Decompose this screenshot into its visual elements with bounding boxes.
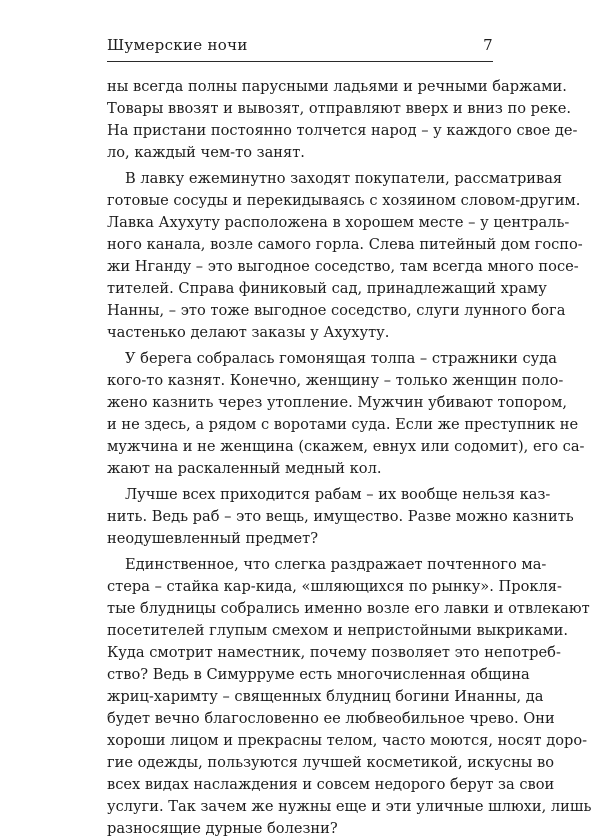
book-title: Шумерские ночи — [107, 36, 248, 54]
text-line: кого-то казнят. Конечно, женщину – только женщин поло- — [107, 372, 564, 389]
paragraph — [107, 348, 585, 480]
text-line: жи Нганду – это выгодное соседство, там всегда много посе- — [107, 258, 579, 275]
body-text — [107, 76, 592, 840]
text-line: ны всегда полны парусными ладьями и речными баржами. — [107, 78, 567, 95]
text-line: и не здесь, а рядом с воротами суда. Если же преступник не — [107, 416, 579, 433]
running-header — [107, 36, 493, 58]
text-line: ного канала, возле самого горла. Слева питейный дом госпо- — [107, 236, 583, 253]
paragraph — [107, 484, 574, 550]
text-line: жают на раскаленный медный кол. — [107, 460, 382, 477]
text-line: всех видах наслаждения и совсем недорого берут за свои — [107, 776, 555, 793]
text-line: разносящие дурные болезни? — [107, 820, 338, 837]
text-line: жриц-харимту – священных блудниц богини Инанны, да — [107, 688, 544, 705]
paragraph — [107, 76, 578, 164]
text-line: ство? Ведь в Симурруме есть многочисленная община — [107, 666, 530, 683]
text-line: нить. Ведь раб – это вещь, имущество. Разве можно казнить — [107, 508, 574, 525]
text-line: Единственное, что слегка раздражает почтенного ма- — [125, 556, 547, 573]
text-line: хороши лицом и прекрасны телом, часто моются, носят доро- — [107, 732, 588, 749]
text-line: неодушевленный предмет? — [107, 530, 319, 547]
text-line: У берега собралась гомонящая толпа – стражники суда — [125, 350, 557, 367]
text-line: В лавку ежеминутно заходят покупатели, рассматривая — [125, 170, 563, 187]
text-line: Лавка Ахухуту расположена в хорошем месте – у централь- — [107, 214, 570, 231]
text-line: стера – стайка кар-кида, «шляющихся по рынку». Прокля- — [107, 578, 562, 595]
text-line: готовые сосуды и перекидываясь с хозяином словом-другим. — [107, 192, 581, 209]
paragraph — [107, 554, 592, 840]
text-line: Нанны, – это тоже выгодное соседство, слуги лунного бога — [107, 302, 566, 319]
text-line: Товары ввозят и вывозят, отправляют вверх и вниз по реке. — [107, 100, 572, 117]
header-rule — [107, 61, 493, 62]
text-line: будет вечно благословенно ее любвеобильное чрево. Они — [107, 710, 555, 727]
text-line: жено казнить через утопление. Мужчин убивают топором, — [107, 394, 568, 411]
text-line: ло, каждый чем-то занят. — [107, 144, 305, 161]
text-line: На пристани постоянно толчется народ – у каждого свое де- — [107, 122, 578, 139]
paragraph — [107, 168, 583, 344]
text-line: Куда смотрит наместник, почему позволяет это непотреб- — [107, 644, 561, 661]
text-line: тителей. Справа финиковый сад, принадлежащий храму — [107, 280, 547, 297]
text-line: Лучше всех приходится рабам – их вообще нельзя каз- — [125, 486, 551, 503]
page-number: 7 — [483, 36, 493, 54]
text-line: частенько делают заказы у Ахухуту. — [107, 324, 390, 341]
text-line: тые блудницы собрались именно возле его лавки и отвлекают — [107, 600, 590, 617]
text-line: посетителей глупым смехом и непристойными выкриками. — [107, 622, 569, 639]
text-line: мужчина и не женщина (скажем, евнух или содомит), его са- — [107, 438, 585, 455]
text-line: гие одежды, пользуются лучшей косметикой, искусны во — [107, 754, 555, 771]
text-line: услуги. Так зачем же нужны еще и эти уличные шлюхи, лишь — [107, 798, 592, 815]
